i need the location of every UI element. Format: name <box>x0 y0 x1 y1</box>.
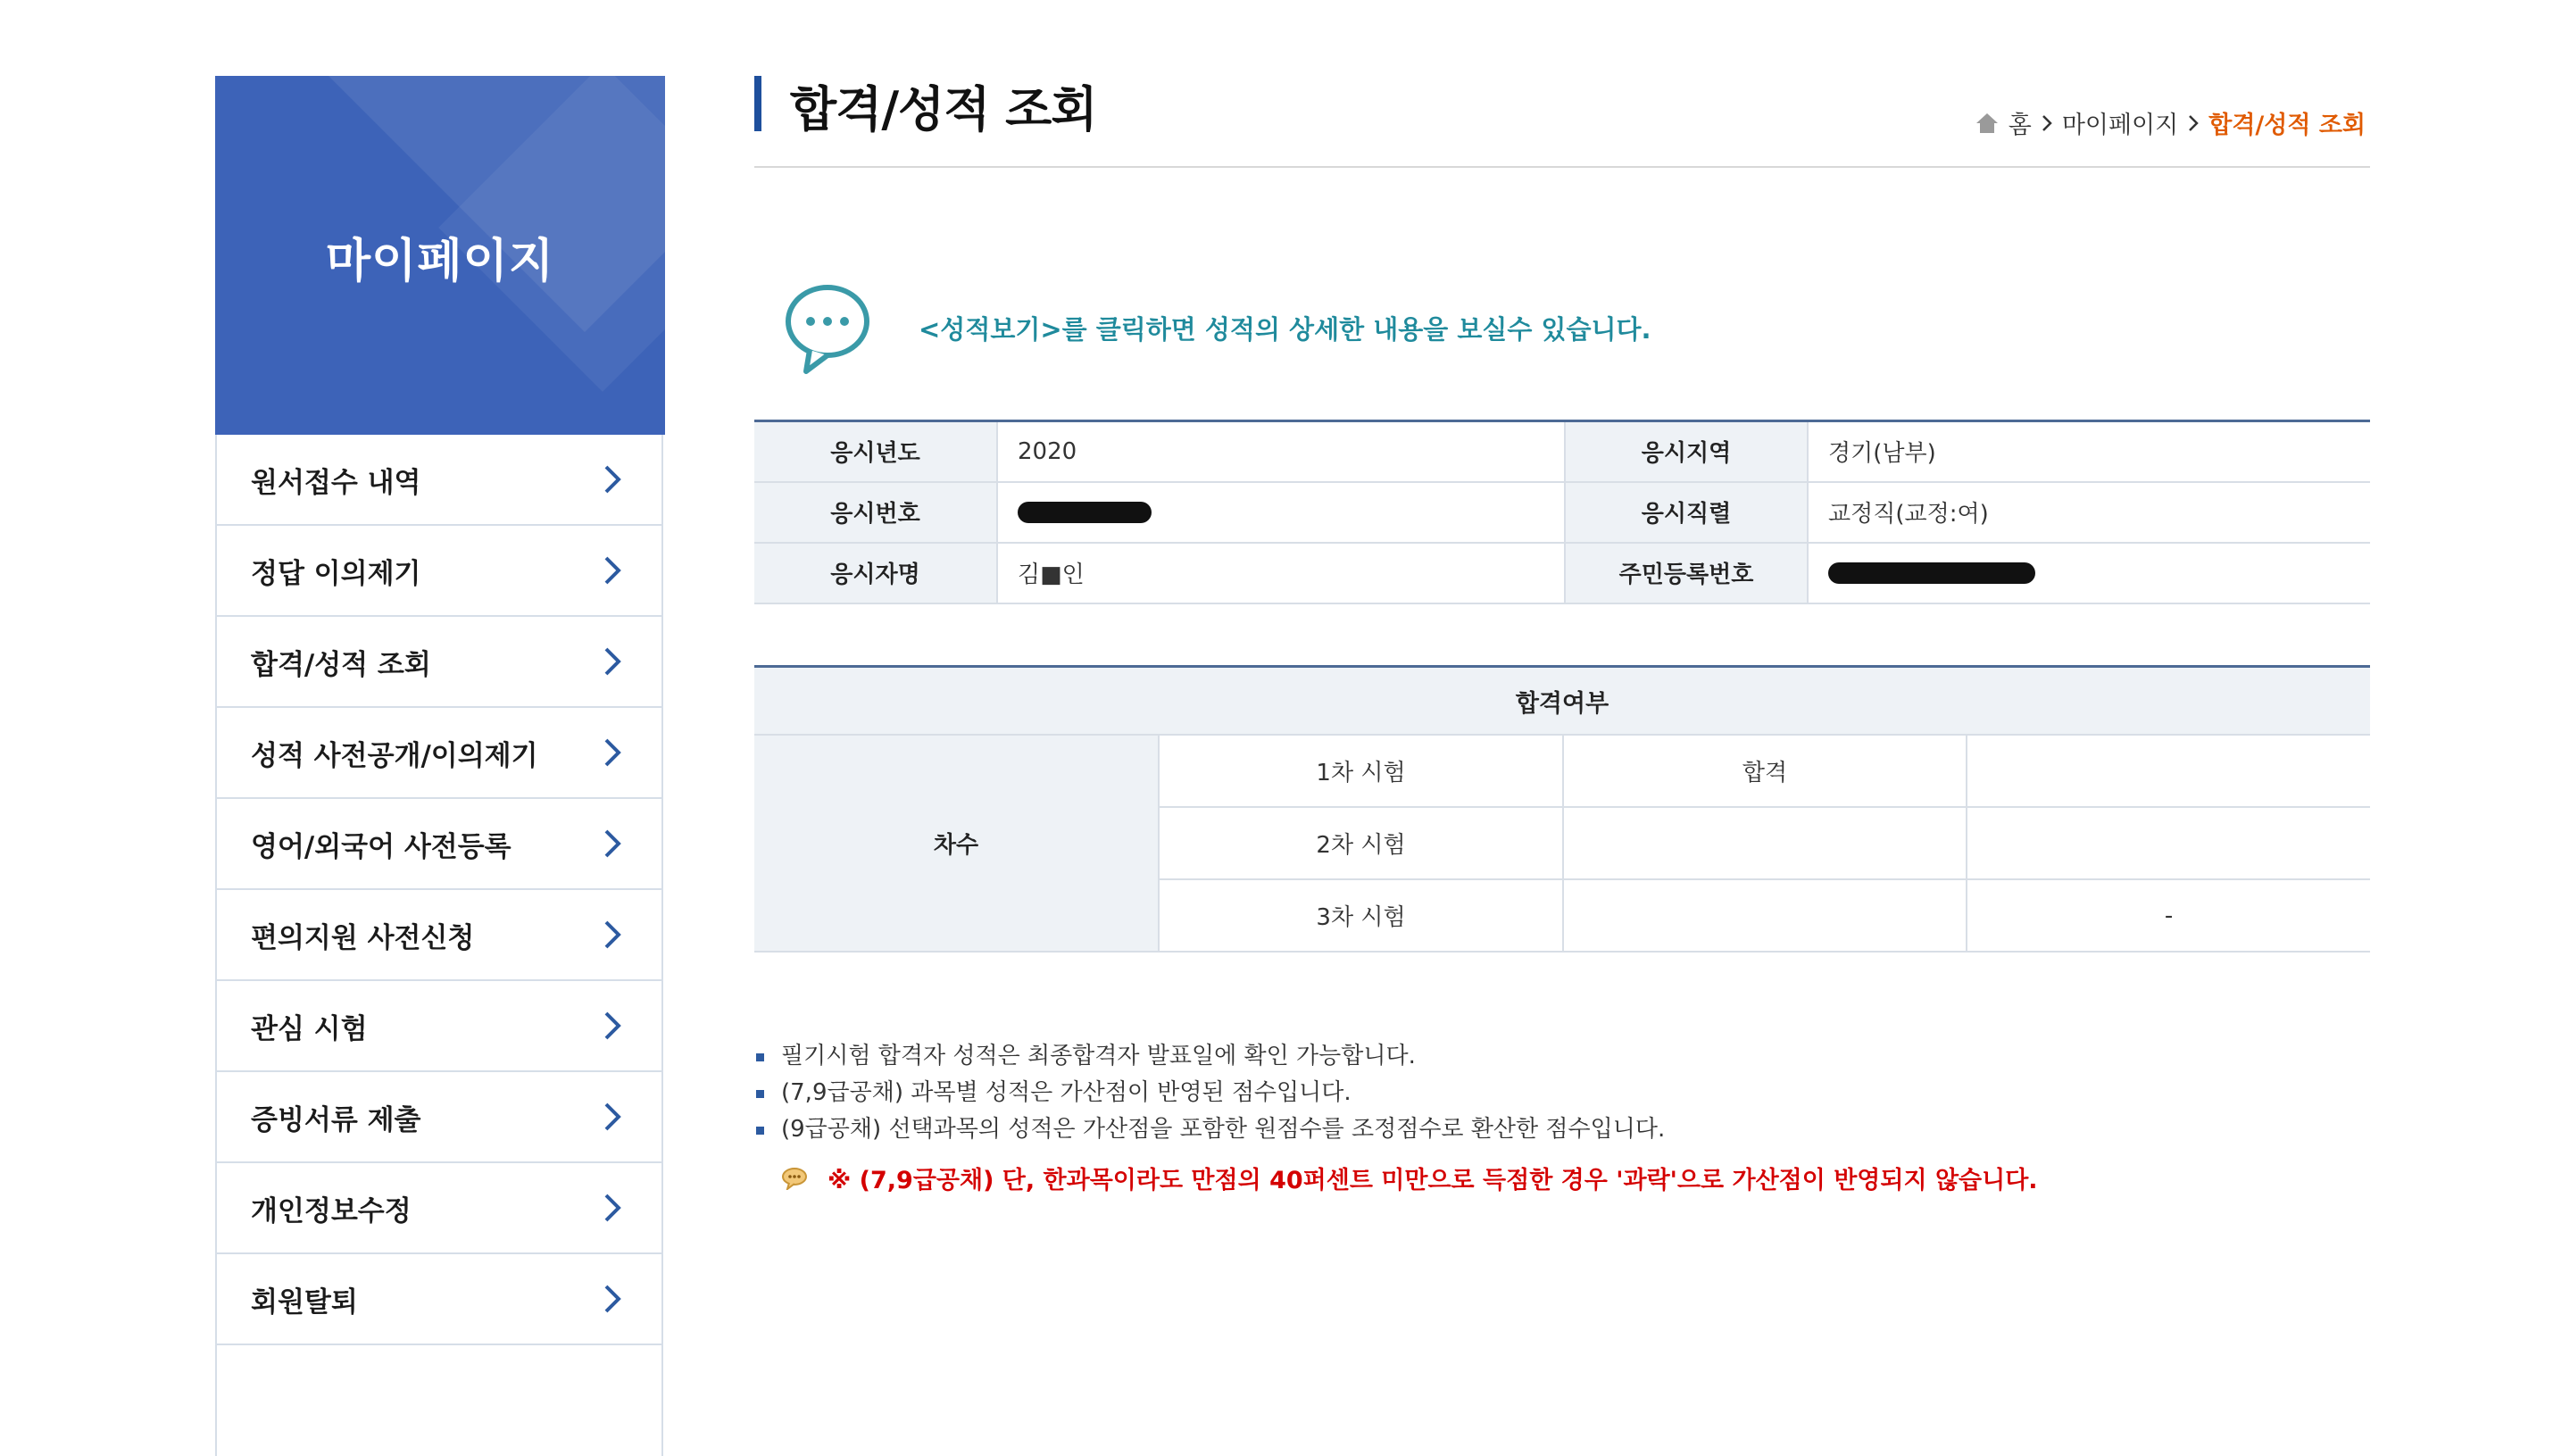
notice-text: <성적보기>를 클릭하면 성적의 상세한 내용을 보실수 있습니다. <box>919 313 1651 345</box>
chevron-right-icon <box>595 1010 628 1042</box>
table-row <box>754 735 2370 807</box>
list-item: (9급공채) 선택과목의 성적은 가산점을 포함한 원점수를 조정점수로 환산한 점수입니다. <box>754 1111 1665 1148</box>
rrn-label: 주민등록번호 <box>1565 543 1808 603</box>
stage-name: 2차 시험 <box>1159 807 1563 879</box>
region-label: 응시지역 <box>1565 421 1808 482</box>
name-label: 응시자명 <box>754 543 997 603</box>
breadcrumb-parent[interactable]: 마이페이지 <box>2061 112 2179 139</box>
sidebar <box>215 76 663 1456</box>
chevron-right-icon <box>2041 113 2053 133</box>
note-icon <box>781 1167 808 1190</box>
page-title: 합격/성적 조회 <box>790 81 1097 137</box>
sidebar-item-favorite-exams[interactable] <box>217 981 661 1072</box>
sidebar-title: 마이페이지 <box>325 235 555 288</box>
year-value: 2020 <box>997 421 1565 482</box>
header-divider <box>754 166 2370 168</box>
chevron-right-icon <box>595 1101 628 1133</box>
sidebar-item-label: 회원탈퇴 <box>251 1285 358 1319</box>
sidebar-item-label: 개인정보수정 <box>251 1194 412 1227</box>
stage-result <box>1563 807 1967 879</box>
stage-extra <box>1967 807 2370 879</box>
warning-text: ※ (7,9급공채) 단, 한과목이라도 만점의 40퍼센트 미만으로 득점한 경우 '과락'으로 가산점이 반영되지 않습니다. <box>828 1167 2038 1194</box>
chevron-right-icon <box>595 1283 628 1315</box>
sidebar-item-withdraw[interactable] <box>217 1254 661 1345</box>
sidebar-item-label: 합격/성적 조회 <box>251 648 431 681</box>
stage-row-label: 차수 <box>754 735 1159 952</box>
applicant-info-table <box>754 420 2370 604</box>
chevron-right-icon <box>595 736 628 769</box>
sidebar-item-accessibility-request[interactable] <box>217 890 661 981</box>
sidebar-item-label: 정답 이의제기 <box>251 557 421 590</box>
speech-bubble-icon <box>783 279 876 377</box>
chevron-right-icon <box>595 919 628 951</box>
list-item: (7,9급공채) 과목별 성적은 가산점이 반영된 점수입니다. <box>754 1075 1665 1111</box>
notes-list <box>754 1038 1665 1148</box>
sidebar-item-result-inquiry[interactable] <box>217 617 661 708</box>
table-row <box>754 543 2370 603</box>
rrn-value <box>1808 543 2370 603</box>
position-label: 응시직렬 <box>1565 482 1808 543</box>
stage-extra <box>1967 735 2370 807</box>
stage-name: 3차 시험 <box>1159 879 1563 952</box>
breadcrumb <box>1975 105 2366 140</box>
table-header-row <box>754 667 2370 736</box>
chevron-right-icon <box>2187 113 2200 133</box>
stage-name: 1차 시험 <box>1159 735 1563 807</box>
number-label: 응시번호 <box>754 482 997 543</box>
breadcrumb-home[interactable]: 홈 <box>2008 112 2032 139</box>
chevron-right-icon <box>595 828 628 860</box>
sidebar-item-edit-profile[interactable] <box>217 1163 661 1254</box>
sidebar-item-label: 증빙서류 제출 <box>251 1103 421 1136</box>
sidebar-item-label: 원서접수 내역 <box>251 466 421 499</box>
chevron-right-icon <box>595 645 628 678</box>
title-accent-bar <box>754 76 761 131</box>
notice <box>783 279 1651 377</box>
sidebar-item-label: 편의지원 사전신청 <box>251 921 475 954</box>
sidebar-item-score-preview[interactable] <box>217 708 661 799</box>
list-item: 필기시험 합격자 성적은 최종합격자 발표일에 확인 가능합니다. <box>754 1038 1665 1075</box>
name-value: 김■인 <box>997 543 1565 603</box>
region-value: 경기(남부) <box>1808 421 2370 482</box>
position-value: 교정직(교정:여) <box>1808 482 2370 543</box>
redaction-mark <box>1018 502 1152 523</box>
sidebar-item-language-registration[interactable] <box>217 799 661 890</box>
chevron-right-icon <box>595 1192 628 1224</box>
chevron-right-icon <box>595 554 628 587</box>
sidebar-item-application-history[interactable] <box>217 435 661 526</box>
table-row <box>754 482 2370 543</box>
chevron-right-icon <box>595 463 628 495</box>
table-row <box>754 421 2370 482</box>
breadcrumb-current: 합격/성적 조회 <box>2208 112 2366 139</box>
year-label: 응시년도 <box>754 421 997 482</box>
home-icon[interactable] <box>1975 112 2000 135</box>
sidebar-header <box>215 76 665 435</box>
stage-result: 합격 <box>1563 735 1967 807</box>
redaction-mark <box>1828 562 2035 584</box>
warning <box>781 1161 2038 1195</box>
sidebar-item-label: 성적 사전공개/이의제기 <box>251 739 538 772</box>
number-value <box>997 482 1565 543</box>
result-table <box>754 665 2370 953</box>
stage-extra: - <box>1967 879 2370 952</box>
sidebar-item-answer-objection[interactable] <box>217 526 661 617</box>
sidebar-item-label: 관심 시험 <box>251 1012 368 1045</box>
sidebar-item-label: 영어/외국어 사전등록 <box>251 830 512 863</box>
sidebar-menu <box>217 435 661 1345</box>
stage-result <box>1563 879 1967 952</box>
sidebar-item-document-submission[interactable] <box>217 1072 661 1163</box>
result-header: 합격여부 <box>754 667 2370 736</box>
